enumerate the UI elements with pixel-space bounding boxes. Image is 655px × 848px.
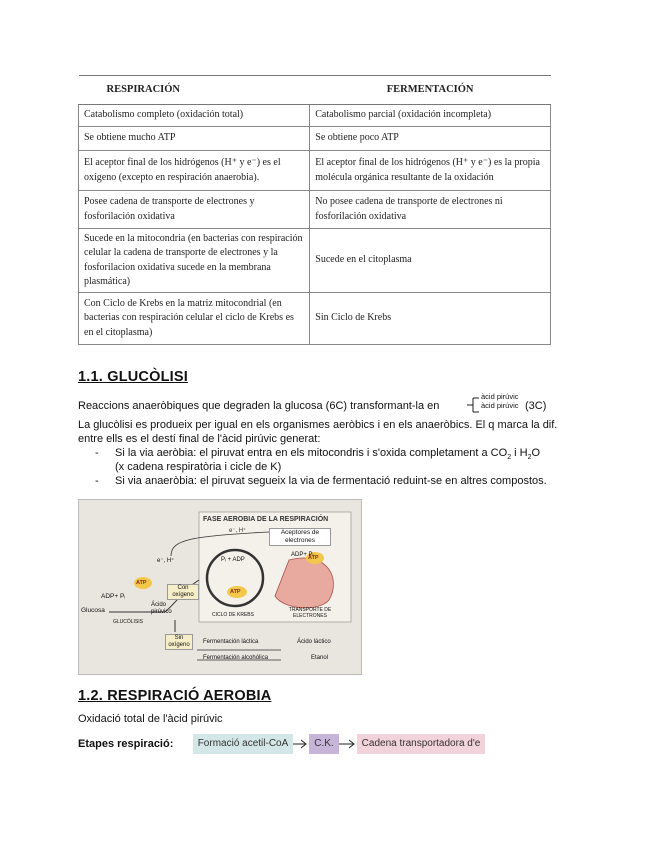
- comparison-table: [78, 75, 551, 345]
- respiracio-subtitle: Oxidació total de l'àcid pirúvic: [78, 713, 223, 725]
- sin-oxigeno-box: Sin oxígeno: [165, 634, 193, 650]
- table-cell: Sucede en el citoplasma: [310, 229, 551, 293]
- stage-cadena-transportadora: Cadena transportadora d'e: [357, 734, 485, 754]
- diagram-title: FASE AEROBIA DE LA RESPIRACIÓN: [203, 516, 329, 523]
- table-cell: Con Ciclo de Krebs en la matriz mitocondrial (en bacterias con respiración celular el ciclo de Krebs es en el citoplasma): [79, 293, 310, 345]
- bullet-aerobic-text: Si la via aeròbia: el piruvat entra en els mitocondris i s'oxida completament a CO: [115, 447, 508, 459]
- table-row: [79, 293, 551, 345]
- transporte-label: TRANSPORTE DE ELECTRONES: [288, 607, 332, 619]
- intro-text: Reaccions anaeròbiques que degraden la glucosa (6C) transformant-la en: [78, 400, 440, 412]
- respiration-diagram: [78, 499, 362, 675]
- bullet-aerobic-note: (x cadena respiratòria i cicle de K): [115, 461, 282, 473]
- branch-bracket-icon: [465, 395, 481, 415]
- stage-krebs: C.K.: [309, 734, 339, 754]
- section-title-glucolisi: 1.1. GLUCÒLISI: [78, 369, 188, 385]
- branch-top-label: àcid pirúvic: [481, 392, 519, 401]
- ferm-alcoholica-label: Fermentación alcohólica: [203, 655, 269, 661]
- stage-acetil-coa: Formació acetil-CoA: [193, 734, 293, 754]
- section-title-respiracio: 1.2. RESPIRACIÓ AEROBIA: [78, 688, 272, 704]
- glucolisi-intro: [78, 399, 439, 413]
- table-row: [79, 105, 551, 127]
- header-fermentacion: FERMENTACIÓN: [310, 76, 551, 105]
- bullet-mark: -: [95, 475, 99, 487]
- atp-label: ATP: [136, 580, 147, 586]
- header-respiracion: RESPIRACIÓN: [79, 76, 310, 105]
- branch-bottom-label: àcid pirúvic: [481, 401, 519, 410]
- ferm-lactica-label: Fermentación láctica: [203, 639, 259, 645]
- atp-label: ATP: [230, 589, 241, 595]
- adp-pi-left-label: ADP+ Pᵢ: [101, 593, 126, 600]
- glucolisi-paragraph: La glucòlisi es produeix per igual en els organismes aeròbics i en els anaeròbics. El q marca la dif. entre ells es el destí final de l'àcid pirúvic generat:: [78, 419, 558, 445]
- glucolisis-label: GLUCÓLISIS: [113, 619, 144, 625]
- bullet-aerobic-mid: i H: [511, 447, 528, 459]
- table-cell: Se obtiene mucho ATP: [79, 127, 310, 151]
- table-header-row: [79, 76, 551, 105]
- table-row: [79, 127, 551, 151]
- etanol-label: Etanol: [311, 655, 329, 661]
- branch-products: [481, 392, 519, 410]
- con-oxigeno-box: Con oxígeno: [167, 584, 199, 600]
- table-cell: Catabolismo completo (oxidación total): [79, 105, 310, 127]
- adp-pi-label: ADP+ Pᵢ: [291, 552, 314, 558]
- bullet-aerobic-end: O: [531, 447, 541, 459]
- table-cell: Sin Ciclo de Krebs: [310, 293, 551, 345]
- e-h-left-label: e⁻, H⁺: [157, 558, 175, 564]
- arrow-right-icon: [339, 739, 357, 749]
- pi-adp-label: Pᵢ + ADP: [221, 557, 245, 563]
- acido-lactico-label: Ácido láctico: [297, 639, 331, 645]
- intro-carbon-count: (3C): [525, 400, 547, 412]
- table-cell: El aceptor final de los hidrógenos (H⁺ y e⁻) es la propia molécula orgánica resultante de la oxidación: [310, 151, 551, 191]
- table-row: [79, 151, 551, 191]
- subscript: 2: [507, 454, 512, 462]
- table-cell: No posee cadena de transporte de electrones ni fosforilación oxidativa: [310, 191, 551, 229]
- glucosa-label: Glucosa: [81, 607, 105, 614]
- table-cell: El aceptor final de los hidrógenos (H⁺ y e⁻) es el oxígeno (excepto en respiración anaerobia).: [79, 151, 310, 191]
- bullet-mark: -: [95, 447, 99, 459]
- acido-piruvico-label: Ácido pirúvico: [151, 602, 172, 615]
- table-cell: Posee cadena de transporte de electrones y fosforilación oxidativa: [79, 191, 310, 229]
- bullet-anaerobic: Si via anaeròbia: el piruvat segueix la via de fermentació reduint-se en altres compostos.: [115, 475, 547, 487]
- diagram-graphics: [79, 500, 361, 674]
- arrow-right-icon: [293, 739, 309, 749]
- atp-label: ATP: [308, 555, 319, 561]
- ciclo-krebs-label: CICLO DE KREBS: [212, 612, 254, 618]
- table-cell: Catabolismo parcial (oxidación incompleta): [310, 105, 551, 127]
- table-cell: Sucede en la mitocondria (en bacterias con respiración celular la cadena de transporte de electrones y la fosforilacion oxidativa sucede en la membrana plasmática): [79, 229, 310, 293]
- acceptor-box: Aceptores de electrones: [269, 528, 331, 546]
- table-row: [79, 229, 551, 293]
- e-h-label: e⁻, H⁺: [229, 528, 247, 534]
- stages-label: Etapes respiració:: [78, 738, 174, 750]
- table-cell: Se obtiene poco ATP: [310, 127, 551, 151]
- subscript: 2: [527, 454, 532, 462]
- table-row: [79, 191, 551, 229]
